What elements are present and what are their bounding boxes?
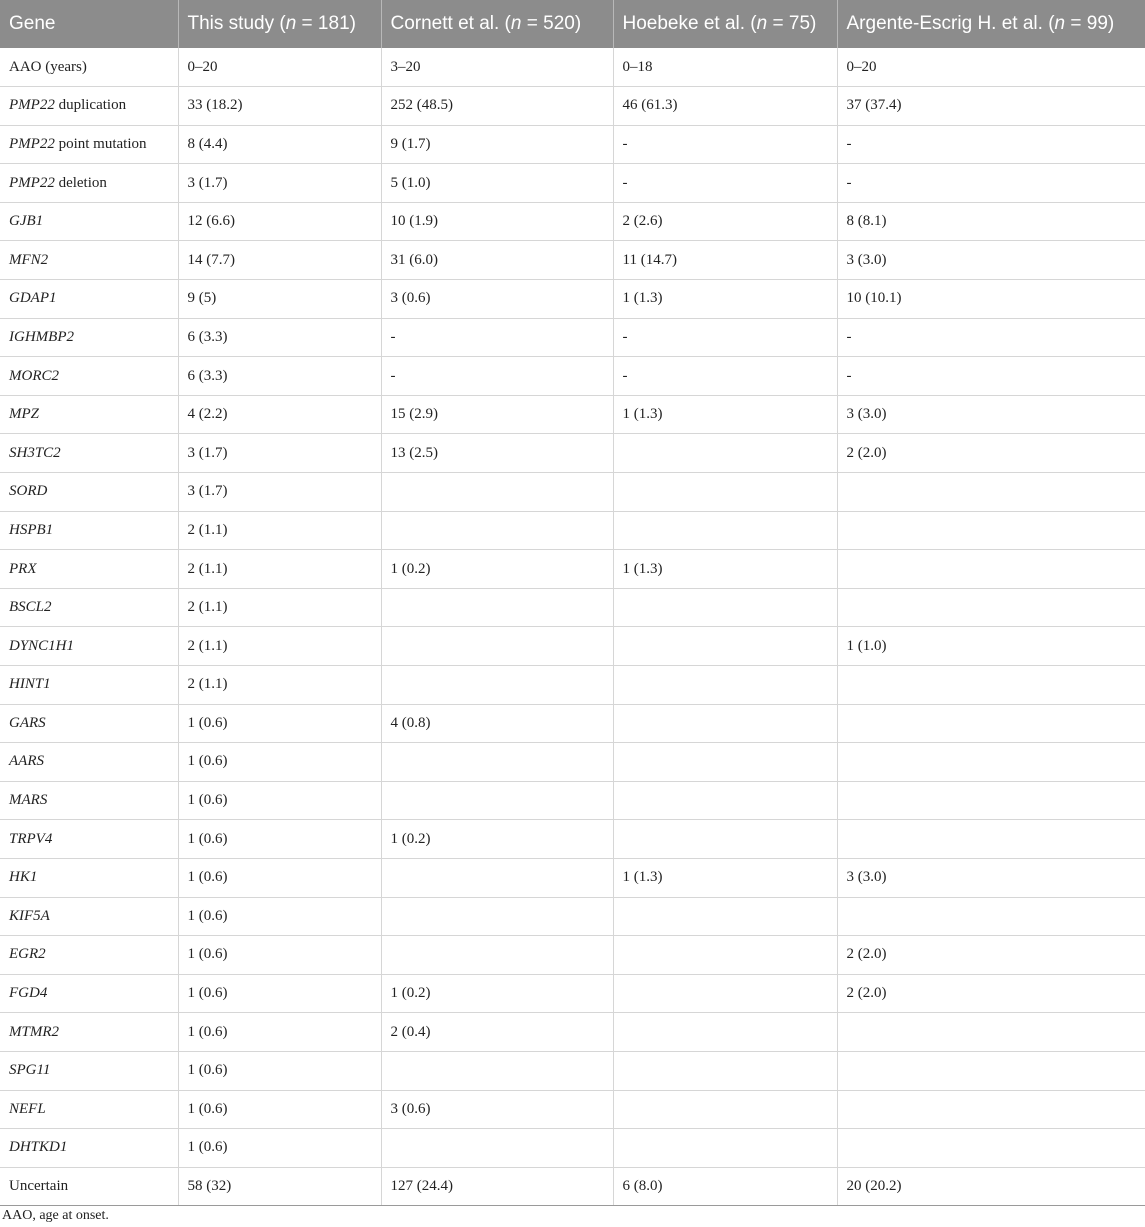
value-cell-this-study: 1 (0.6) — [178, 743, 381, 782]
gene-cell — [0, 395, 178, 434]
value-cell-argente-escrig — [837, 666, 1145, 705]
value-cell-argente-escrig — [837, 897, 1145, 936]
header-cornett: Cornett et al. (n = 520) — [381, 0, 613, 48]
table-row — [0, 48, 1145, 87]
gene-name: MARS — [9, 792, 48, 809]
value-cell-cornett: - — [381, 357, 613, 396]
gene-cell — [0, 743, 178, 782]
gene-name: NEFL — [9, 1100, 46, 1117]
table-row — [0, 357, 1145, 396]
value-cell-argente-escrig: - — [837, 164, 1145, 203]
value-cell-argente-escrig — [837, 704, 1145, 743]
gene-cell — [0, 1129, 178, 1168]
value-cell-this-study: 1 (0.6) — [178, 704, 381, 743]
value-cell-hoebeke — [613, 511, 837, 550]
value-cell-argente-escrig: 3 (3.0) — [837, 858, 1145, 897]
value-cell-this-study: 1 (0.6) — [178, 936, 381, 975]
value-cell-argente-escrig — [837, 588, 1145, 627]
table-row — [0, 781, 1145, 820]
value-cell-hoebeke — [613, 1129, 837, 1168]
table-row — [0, 473, 1145, 512]
gene-cell — [0, 550, 178, 589]
value-cell-cornett — [381, 511, 613, 550]
value-cell-this-study: 3 (1.7) — [178, 473, 381, 512]
gene-name: DHTKD1 — [9, 1139, 68, 1156]
value-cell-cornett: 3 (0.6) — [381, 1090, 613, 1129]
gene-cell — [0, 125, 178, 164]
value-cell-cornett: 4 (0.8) — [381, 704, 613, 743]
value-cell-cornett: 31 (6.0) — [381, 241, 613, 280]
value-cell-this-study: 33 (18.2) — [178, 87, 381, 126]
gene-name: KIF5A — [9, 907, 50, 924]
gene-name: DYNC1H1 — [9, 637, 75, 654]
value-cell-hoebeke: 46 (61.3) — [613, 87, 837, 126]
value-cell-argente-escrig: 20 (20.2) — [837, 1167, 1145, 1206]
gene-name: MORC2 — [9, 367, 59, 384]
gene-cell — [0, 357, 178, 396]
value-cell-hoebeke — [613, 1051, 837, 1090]
value-cell-argente-escrig — [837, 550, 1145, 589]
value-cell-argente-escrig — [837, 1129, 1145, 1168]
header-gene: Gene — [0, 0, 178, 48]
table-row — [0, 550, 1145, 589]
gene-cell — [0, 1090, 178, 1129]
gene-cell — [0, 936, 178, 975]
value-cell-this-study: 1 (0.6) — [178, 897, 381, 936]
header-hoebeke: Hoebeke et al. (n = 75) — [613, 0, 837, 48]
table-row — [0, 666, 1145, 705]
value-cell-argente-escrig: 37 (37.4) — [837, 87, 1145, 126]
value-cell-cornett — [381, 588, 613, 627]
value-cell-argente-escrig: 10 (10.1) — [837, 280, 1145, 319]
value-cell-this-study: 1 (0.6) — [178, 858, 381, 897]
table-row — [0, 588, 1145, 627]
value-cell-argente-escrig — [837, 781, 1145, 820]
gene-cell — [0, 473, 178, 512]
value-cell-cornett — [381, 666, 613, 705]
value-cell-cornett: 1 (0.2) — [381, 820, 613, 859]
table-row — [0, 743, 1145, 782]
gene-cell — [0, 241, 178, 280]
value-cell-cornett: 1 (0.2) — [381, 974, 613, 1013]
gene-name: IGHMBP2 — [9, 328, 74, 345]
value-cell-this-study: 1 (0.6) — [178, 1051, 381, 1090]
value-cell-argente-escrig: 3 (3.0) — [837, 241, 1145, 280]
value-cell-hoebeke — [613, 743, 837, 782]
value-cell-cornett: 9 (1.7) — [381, 125, 613, 164]
table-row — [0, 164, 1145, 203]
value-cell-hoebeke — [613, 666, 837, 705]
table-row — [0, 434, 1145, 473]
gene-cell — [0, 781, 178, 820]
gene-name: AARS — [9, 753, 44, 770]
gene-cell — [0, 1013, 178, 1052]
gene-name: SPG11 — [9, 1062, 51, 1079]
table-row — [0, 202, 1145, 241]
value-cell-this-study: 2 (1.1) — [178, 666, 381, 705]
gene-name: PMP22 — [9, 97, 55, 114]
gene-label: point mutation — [54, 135, 147, 152]
gene-label: AAO (years) — [9, 58, 87, 75]
value-cell-argente-escrig — [837, 820, 1145, 859]
value-cell-cornett: - — [381, 318, 613, 357]
value-cell-hoebeke — [613, 1090, 837, 1129]
table-row — [0, 858, 1145, 897]
value-cell-argente-escrig — [837, 1013, 1145, 1052]
table-row — [0, 897, 1145, 936]
value-cell-hoebeke: 11 (14.7) — [613, 241, 837, 280]
value-cell-argente-escrig: 2 (2.0) — [837, 434, 1145, 473]
value-cell-cornett: 127 (24.4) — [381, 1167, 613, 1206]
value-cell-this-study: 6 (3.3) — [178, 318, 381, 357]
value-cell-this-study: 1 (0.6) — [178, 781, 381, 820]
value-cell-cornett: 1 (0.2) — [381, 550, 613, 589]
table-row — [0, 1090, 1145, 1129]
value-cell-this-study: 2 (1.1) — [178, 511, 381, 550]
table-header — [0, 0, 1145, 48]
gene-label: duplication — [54, 97, 127, 114]
gene-name: HK1 — [9, 869, 38, 886]
gene-cell — [0, 202, 178, 241]
value-cell-cornett — [381, 781, 613, 820]
table-row — [0, 125, 1145, 164]
gene-cell — [0, 974, 178, 1013]
value-cell-hoebeke — [613, 588, 837, 627]
gene-name: PMP22 — [9, 174, 55, 191]
gene-name: GDAP1 — [9, 290, 57, 307]
value-cell-this-study: 2 (1.1) — [178, 627, 381, 666]
gene-name: TRPV4 — [9, 830, 53, 847]
value-cell-cornett: 5 (1.0) — [381, 164, 613, 203]
value-cell-hoebeke — [613, 820, 837, 859]
value-cell-this-study: 14 (7.7) — [178, 241, 381, 280]
header-this-study: This study (n = 181) — [178, 0, 381, 48]
gene-cell — [0, 666, 178, 705]
value-cell-cornett: 15 (2.9) — [381, 395, 613, 434]
gene-name: GJB1 — [9, 213, 44, 230]
value-cell-hoebeke: - — [613, 125, 837, 164]
gene-name: MFN2 — [9, 251, 49, 268]
value-cell-hoebeke: 1 (1.3) — [613, 280, 837, 319]
value-cell-argente-escrig — [837, 511, 1145, 550]
header-row — [0, 0, 1145, 48]
value-cell-argente-escrig — [837, 473, 1145, 512]
gene-cell — [0, 820, 178, 859]
value-cell-argente-escrig: - — [837, 125, 1145, 164]
table-row — [0, 87, 1145, 126]
gene-name: PRX — [9, 560, 37, 577]
table-row — [0, 395, 1145, 434]
gene-name: FGD4 — [9, 985, 48, 1002]
gene-name: HINT1 — [9, 676, 51, 693]
gene-label: Uncertain — [9, 1178, 69, 1195]
value-cell-cornett — [381, 897, 613, 936]
gene-name: MPZ — [9, 406, 39, 423]
value-cell-hoebeke: - — [613, 318, 837, 357]
value-cell-cornett: 2 (0.4) — [381, 1013, 613, 1052]
value-cell-cornett: 3–20 — [381, 48, 613, 87]
value-cell-hoebeke — [613, 704, 837, 743]
value-cell-argente-escrig — [837, 1051, 1145, 1090]
value-cell-hoebeke: - — [613, 357, 837, 396]
value-cell-hoebeke — [613, 897, 837, 936]
gene-cell — [0, 1051, 178, 1090]
header-argente-escrig: Argente-Escrig H. et al. (n = 99) — [846, 13, 1115, 34]
table-row — [0, 511, 1145, 550]
value-cell-this-study: 1 (0.6) — [178, 1090, 381, 1129]
value-cell-argente-escrig: 0–20 — [837, 48, 1145, 87]
value-cell-hoebeke — [613, 473, 837, 512]
value-cell-cornett — [381, 936, 613, 975]
table-row — [0, 280, 1145, 319]
gene-cell — [0, 48, 178, 87]
value-cell-this-study: 4 (2.2) — [178, 395, 381, 434]
value-cell-argente-escrig — [837, 1090, 1145, 1129]
gene-cell — [0, 704, 178, 743]
gene-cell — [0, 164, 178, 203]
value-cell-argente-escrig: 8 (8.1) — [837, 202, 1145, 241]
gene-name: HSPB1 — [9, 521, 54, 538]
gene-name: BSCL2 — [9, 599, 52, 616]
table-row — [0, 1167, 1145, 1206]
value-cell-hoebeke: - — [613, 164, 837, 203]
table-row — [0, 1129, 1145, 1168]
table-row — [0, 627, 1145, 666]
gene-cell — [0, 318, 178, 357]
value-cell-this-study: 12 (6.6) — [178, 202, 381, 241]
value-cell-this-study: 58 (32) — [178, 1167, 381, 1206]
gene-cell — [0, 627, 178, 666]
gene-cell — [0, 1167, 178, 1206]
value-cell-cornett — [381, 1051, 613, 1090]
gene-cell — [0, 434, 178, 473]
value-cell-hoebeke: 1 (1.3) — [613, 395, 837, 434]
value-cell-hoebeke: 1 (1.3) — [613, 550, 837, 589]
value-cell-argente-escrig: 3 (3.0) — [837, 395, 1145, 434]
value-cell-argente-escrig: 2 (2.0) — [837, 936, 1145, 975]
value-cell-hoebeke — [613, 434, 837, 473]
value-cell-argente-escrig: - — [837, 318, 1145, 357]
value-cell-cornett — [381, 743, 613, 782]
value-cell-cornett — [381, 858, 613, 897]
gene-label: deletion — [54, 174, 107, 191]
value-cell-cornett — [381, 473, 613, 512]
value-cell-this-study: 3 (1.7) — [178, 164, 381, 203]
value-cell-this-study: 1 (0.6) — [178, 1129, 381, 1168]
value-cell-cornett — [381, 1129, 613, 1168]
value-cell-argente-escrig: - — [837, 357, 1145, 396]
value-cell-hoebeke: 6 (8.0) — [613, 1167, 837, 1206]
gene-cell — [0, 897, 178, 936]
value-cell-hoebeke — [613, 1013, 837, 1052]
table-footnote: AAO, age at onset. — [2, 1208, 109, 1223]
gene-name: PMP22 — [9, 135, 55, 152]
value-cell-argente-escrig — [837, 743, 1145, 782]
value-cell-hoebeke — [613, 974, 837, 1013]
gene-name: SORD — [9, 483, 48, 500]
value-cell-this-study: 0–20 — [178, 48, 381, 87]
value-cell-hoebeke — [613, 781, 837, 820]
table-row — [0, 820, 1145, 859]
gene-cell — [0, 511, 178, 550]
value-cell-hoebeke: 2 (2.6) — [613, 202, 837, 241]
value-cell-argente-escrig: 1 (1.0) — [837, 627, 1145, 666]
value-cell-cornett: 3 (0.6) — [381, 280, 613, 319]
value-cell-cornett: 10 (1.9) — [381, 202, 613, 241]
value-cell-hoebeke — [613, 627, 837, 666]
value-cell-cornett: 13 (2.5) — [381, 434, 613, 473]
gene-cell — [0, 588, 178, 627]
table-row — [0, 704, 1145, 743]
value-cell-hoebeke: 1 (1.3) — [613, 858, 837, 897]
table-row — [0, 974, 1145, 1013]
value-cell-argente-escrig: 2 (2.0) — [837, 974, 1145, 1013]
value-cell-cornett: 252 (48.5) — [381, 87, 613, 126]
value-cell-this-study: 6 (3.3) — [178, 357, 381, 396]
value-cell-hoebeke: 0–18 — [613, 48, 837, 87]
value-cell-cornett — [381, 627, 613, 666]
value-cell-this-study: 3 (1.7) — [178, 434, 381, 473]
gene-cell — [0, 280, 178, 319]
gene-name: GARS — [9, 714, 46, 731]
gene-cell — [0, 87, 178, 126]
value-cell-this-study: 8 (4.4) — [178, 125, 381, 164]
value-cell-hoebeke — [613, 936, 837, 975]
value-cell-this-study: 1 (0.6) — [178, 820, 381, 859]
gene-cell — [0, 858, 178, 897]
value-cell-this-study: 9 (5) — [178, 280, 381, 319]
value-cell-this-study: 1 (0.6) — [178, 1013, 381, 1052]
gene-name: MTMR2 — [9, 1023, 59, 1040]
table-row — [0, 1051, 1145, 1090]
value-cell-this-study: 2 (1.1) — [178, 588, 381, 627]
table-row — [0, 936, 1145, 975]
table-row — [0, 241, 1145, 280]
value-cell-this-study: 2 (1.1) — [178, 550, 381, 589]
gene-name: SH3TC2 — [9, 444, 61, 461]
table-row — [0, 1013, 1145, 1052]
value-cell-this-study: 1 (0.6) — [178, 974, 381, 1013]
gene-name: EGR2 — [9, 946, 46, 963]
table-row — [0, 318, 1145, 357]
table-body — [0, 48, 1145, 1206]
